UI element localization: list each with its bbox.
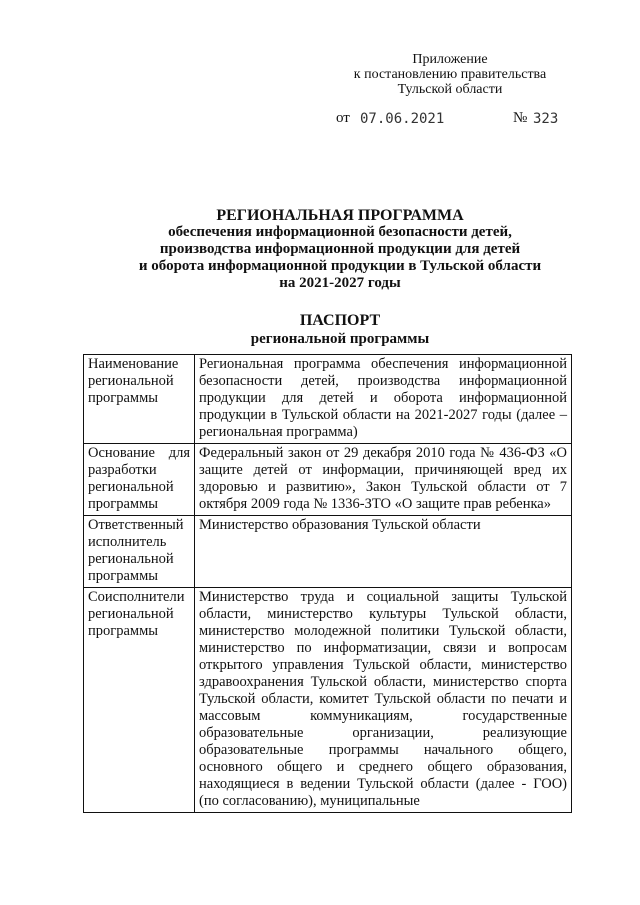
appendix-line: Тульской области bbox=[397, 82, 503, 97]
passport-heading bbox=[60, 312, 620, 348]
label-line: Ответственный bbox=[88, 517, 184, 533]
decree-number: 323 bbox=[533, 111, 559, 127]
row-value: Министерство образования Тульской области bbox=[195, 516, 572, 588]
row-value: Министерство труда и социальной защиты Тульской области, министерство культуры Тульской области, министерство молодежной политики Тульской области, министерство по информатизации, связи и вопросам открытого управления Тульской области, министерство здравоохранения Тульской области, министерство спорта Тульской области, комитет Тульской области по печати и массовым коммуникациям, государственные образовательные организации, реализующие образовательные программы начального общего, основного общего и среднего общего образования, находящиеся в ведении Тульской области (далее - ГОО) (по согласованию), муниципальные bbox=[195, 588, 572, 813]
passport-title: ПАСПОРТ bbox=[299, 312, 381, 329]
label-line: Соисполнители bbox=[88, 589, 185, 605]
table-row bbox=[84, 516, 572, 588]
label-line: региональной bbox=[88, 551, 174, 567]
label-line: региональной bbox=[88, 606, 174, 622]
date-prefix: от bbox=[336, 110, 350, 126]
label-line: Наименование bbox=[88, 356, 179, 372]
label-line: региональной bbox=[88, 479, 174, 495]
program-title-line: обеспечения информационной безопасности детей, bbox=[168, 224, 512, 240]
label-line: региональной bbox=[88, 373, 174, 389]
decree-date-line bbox=[0, 110, 640, 130]
passport-subtitle: региональной программы bbox=[250, 331, 430, 347]
appendix-line: Приложение bbox=[412, 52, 488, 67]
label-line: программы bbox=[88, 496, 158, 512]
program-title-line: и оборота информационной продукции в Тульской области bbox=[138, 258, 542, 274]
table-row bbox=[84, 444, 572, 516]
appendix-header bbox=[330, 52, 570, 97]
program-title-main: РЕГИОНАЛЬНАЯ ПРОГРАММА bbox=[216, 207, 464, 224]
label-line: разработки bbox=[88, 462, 157, 478]
passport-table bbox=[83, 354, 572, 813]
decree-date: 07.06.2021 bbox=[360, 111, 445, 127]
number-prefix: № bbox=[513, 110, 528, 126]
label-line: программы bbox=[88, 623, 158, 639]
row-value: Региональная программа обеспечения информационной безопасности детей, производства информационной продукции для детей и оборота информационной продукции в Тульской области на 2021-2027 годы (далее – региональная программа) bbox=[195, 355, 572, 444]
table-row bbox=[84, 588, 572, 813]
program-title-line: на 2021-2027 годы bbox=[279, 275, 401, 291]
program-title-line: производства информационной продукции для детей bbox=[159, 241, 521, 257]
row-value: Федеральный закон от 29 декабря 2010 года № 436-ФЗ «О защите детей от информации, причиняющей вред их здоровью и развитию», Закон Тульской области от 7 октября 2009 года № 1336-ЗТО «О защите прав ребенка» bbox=[195, 444, 572, 516]
appendix-line: к постановлению правительства bbox=[353, 67, 547, 82]
row-label bbox=[84, 516, 195, 588]
label-line bbox=[88, 445, 190, 462]
row-label bbox=[84, 588, 195, 813]
row-label bbox=[84, 444, 195, 516]
label-line: исполнитель bbox=[88, 534, 167, 550]
table-row bbox=[84, 355, 572, 444]
label-word: для bbox=[168, 445, 190, 461]
label-line: программы bbox=[88, 568, 158, 584]
row-label bbox=[84, 355, 195, 444]
label-line: программы bbox=[88, 390, 158, 406]
label-word: Основание bbox=[88, 445, 155, 461]
program-title bbox=[60, 207, 620, 292]
